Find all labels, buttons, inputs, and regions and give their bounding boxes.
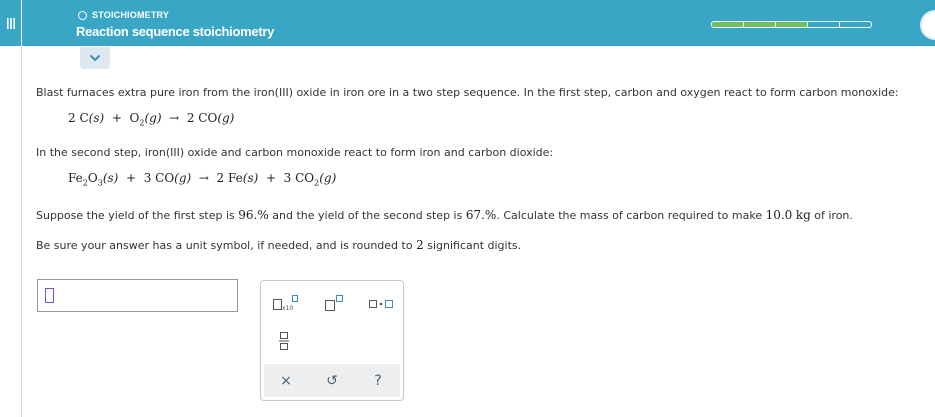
topic-row	[78, 10, 169, 20]
progress-segment	[840, 22, 871, 27]
input-caret	[45, 288, 54, 303]
eq2-product-2-phase: (g)	[319, 171, 337, 185]
progress-segment	[744, 22, 776, 27]
clear-button[interactable]	[266, 364, 306, 397]
eq2-reactant-1a: Fe	[68, 171, 83, 185]
equation-step-1	[68, 111, 234, 127]
progress-segment	[808, 22, 840, 27]
menu-button[interactable]	[0, 0, 22, 46]
superscript-button[interactable]	[321, 291, 347, 317]
note-text-2: significant digits.	[423, 239, 522, 252]
topic-label: STOICHIOMETRY	[92, 10, 170, 20]
help-icon: ?	[374, 372, 382, 389]
eq2-plus-1: +	[125, 171, 137, 185]
page-title: Reaction sequence stoichiometry	[76, 24, 275, 39]
superscript-icon	[323, 294, 345, 314]
eq2-reactant-1-sub2: 3	[97, 178, 103, 188]
eq2-reactant-1-sub1: 2	[82, 178, 88, 188]
eq1-reactant-1: 2 C	[68, 111, 89, 125]
note-text-1: Be sure your answer has a unit symbol, if needed, and is rounded to	[36, 239, 417, 252]
close-icon: ×	[280, 372, 292, 389]
eq2-product-2: 3 CO	[283, 171, 315, 185]
progress-segment	[712, 22, 744, 27]
fraction-icon	[277, 330, 291, 352]
yield-step-1: 96.%	[238, 208, 269, 222]
progress-bar	[711, 21, 872, 28]
undo-button[interactable]	[312, 364, 352, 397]
yield-text-3: . Calculate the mass of carbon required to make	[496, 209, 766, 222]
math-palette	[260, 280, 404, 401]
eq1-reactant-2-phase: (g)	[144, 111, 162, 125]
progress-segment	[776, 22, 808, 27]
eq2-product-2-sub: 2	[314, 178, 320, 188]
eq2-plus-2: +	[265, 171, 277, 185]
yield-step-2: 67.%	[465, 208, 497, 222]
sig-digits: 2	[416, 238, 424, 252]
answer-input[interactable]	[37, 279, 238, 312]
yield-text-2: and the yield of the second step is	[268, 209, 466, 222]
scientific-notation-button[interactable]	[269, 291, 303, 317]
yield-text-1: Suppose the yield of the first step is	[36, 209, 239, 222]
x10-icon	[271, 294, 301, 314]
eq2-reactant-1-phase: (s)	[102, 171, 119, 185]
eq2-product-1-phase: (s)	[242, 171, 259, 185]
top-header	[0, 0, 935, 46]
yield-text-4: of iron.	[810, 209, 853, 222]
target-mass: 10.0	[765, 208, 793, 222]
undo-icon: ↺	[326, 372, 338, 389]
eq1-product-1-phase: (g)	[217, 111, 235, 125]
multiply-dot-button[interactable]	[365, 291, 397, 317]
palette-actions	[264, 364, 400, 397]
eq2-arrow: →	[198, 171, 209, 185]
account-button[interactable]	[920, 10, 935, 40]
second-step-text: In the second step, iron(III) oxide and carbon monoxide react to form iron and carbon dioxide:	[36, 146, 554, 159]
eq2-reactant-2: 3 CO	[143, 171, 175, 185]
eq1-reactant-2-sub: 2	[139, 118, 145, 128]
question-intro: Blast furnaces extra pure iron from the iron(III) oxide in iron ore in a two step sequence. In the first step, carbon and oxygen react to form carbon monoxide:	[36, 86, 899, 99]
eq2-reactant-1b: O	[87, 171, 98, 185]
help-button[interactable]	[358, 364, 398, 397]
collapse-toggle[interactable]	[80, 47, 110, 69]
eq2-reactant-2-phase: (g)	[174, 171, 192, 185]
fraction-button[interactable]	[273, 327, 295, 355]
instruction-note	[36, 238, 521, 252]
eq1-arrow: →	[169, 111, 180, 125]
eq1-plus: +	[111, 111, 122, 125]
equation-step-2	[68, 171, 336, 187]
yield-statement	[36, 208, 853, 222]
multiply-dot-icon	[367, 296, 395, 312]
topic-status-icon	[78, 11, 87, 20]
left-sidebar	[0, 46, 22, 417]
eq1-reactant-1-phase: (s)	[88, 111, 105, 125]
x10-label: x10	[282, 305, 294, 312]
target-mass-unit: kg	[795, 208, 811, 222]
hamburger-icon	[6, 17, 16, 30]
eq1-product-1: 2 CO	[186, 111, 218, 125]
eq1-reactant-2: O	[129, 111, 140, 125]
chevron-down-icon	[89, 54, 101, 62]
eq2-product-1: 2 Fe	[216, 171, 243, 185]
